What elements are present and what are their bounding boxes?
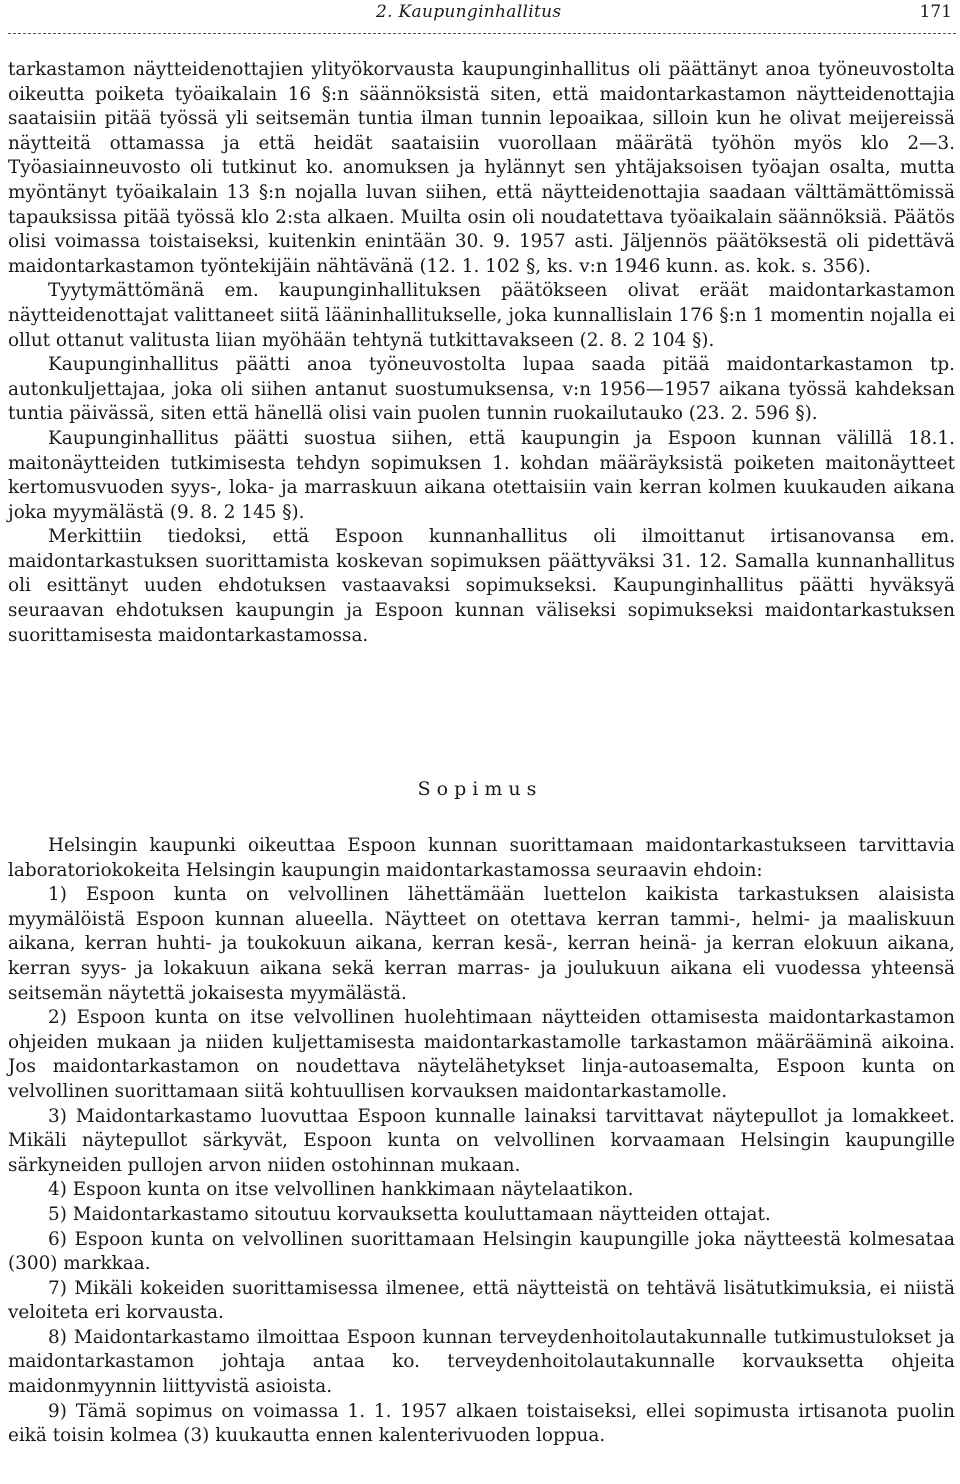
agreement-clause-3: 3) Maidontarkastamo luovuttaa Espoon kunnalle lainaksi tarvittavat näytepullot ja lomakkeet. Mikäli näytepullot särkyvät, Espoon kunta on velvollinen korvaamaan Helsingin kaupungille särkyneiden pullojen arvon niiden ostohinnan mukaan. <box>8 1105 955 1176</box>
agreement-clause-8: 8) Maidontarkastamo ilmoittaa Espoon kunnan terveydenhoitolautakunnalle tutkimustulokset ja maidontarkastamon johtaja antaa ko. terveydenhoitolautakunnalle korvauksetta ohjeita maidonmyynnin liittyvistä asioista. <box>8 1326 955 1398</box>
agreement-clause-2: 2) Espoon kunta on itse velvollinen huolehtimaan näytteiden ottamisesta maidontarkastamon ohjeiden mukaan ja niiden kuljettamisesta maidontarkastamolle tarkastamon määrääminä aikoina. Jos maidontarkastamon on noudettava näytelähetykset linja-autoasemalta, Espoon kunta on velvollinen suorittamaan siitä kohtuullisen korvauksen maidontarkastamolle. <box>8 1007 955 1102</box>
agreement-clause-6: 6) Espoon kunta on velvollinen suorittamaan Helsingin kaupungille joka näytteestä kolmesataa (300) markkaa. <box>8 1228 955 1275</box>
agreement-clause-4: 4) Espoon kunta on itse velvollinen hankkimaan näytelaatikon. <box>48 1179 634 1201</box>
agreement-intro: Helsingin kaupunki oikeuttaa Espoon kunnan suorittamaan maidontarkastukseen tarvittavia laboratoriokokeita Helsingin kaupungin maidontarkastamossa seuraavin ehdoin: <box>8 835 955 881</box>
paragraph-driver-hours: Kaupunginhallitus päätti anoa työneuvostolta lupaa saada pitää maidontarkastamon tp. autonkuljettajaa, joka oli siihen antanut suostumuksensa, v:n 1956—1957 aikana työssä kahdeksan tuntia päivässä, siten että hänellä olisi vain puolen tunnin ruokailutauko (23. 2. 596 §). <box>8 354 955 425</box>
header-rule <box>8 33 956 34</box>
agreement-clause-7: 7) Mikäli kokeiden suorittamisessa ilmenee, että näytteistä on tehtävä lisätutkimuksia, ei niistä veloiteta eri korvausta. <box>8 1277 955 1324</box>
agreement-clause-1: 1) Espoon kunta on velvollinen lähettämään luettelon kaikista tarkastuksen alaisista myymälöistä Espoon kunnan alueella. Näytteet on otettava kerran tammi-, helmi- ja maaliskuun aikana, kerran huhti- ja toukokuun aikana, kerran kesä-, kerran heinä- ja kerran elokuun aikana, kerran syys- ja lokakuun aikana sekä kerran marras- ja joulukuun aikana eli vuodessa yhteensä seitsemän näytettä jokaisesta myymälästä. <box>8 884 955 1004</box>
agreement-clause-5: 5) Maidontarkastamo sitoutuu korvauksetta kouluttamaan näytteiden ottajat. <box>48 1203 771 1225</box>
paragraph-lab-overtime: tarkastamon näytteidenottajien ylityökorvausta kaupunginhallitus oli päättänyt anoa työneuvostolta oikeutta poiketa työaikalain 16 §:n säännöksistä siten, että maidontarkastamon näytteidenottajia saataisiin pitää työssä yli seitsemän tuntia ilman tunnin lepoaikaa, silloin kun he olivat meijereissä näytteitä ottamassa ja että heidät saataisiin vuorollaan määrätä työhön myös klo 2—3. Työasiainneuvosto oli tutkinut ko. anomuksen ja hylännyt sen yhtäjaksoisen työajan osalta, mutta myöntänyt työaikalain 13 §:n nojalla luvan siihen, että näytteidenottajia saadaan välttämättömissä tapauksissa pitää työssä klo 2:sta alkaen. Muilta osin oli noudatettava työaikalain säännöksiä. Päätös olisi voimassa toistaiseksi, kuitenkin enintään 30. 9. 1957 asti. Jäljennös päätöksestä oli pidettävä maidontarkastamon työntekijäin nähtävänä (12. 1. 102 §, ks. v:n 1946 kunn. as. kok. s. 356). <box>8 59 955 277</box>
page-number: 171 <box>919 2 952 22</box>
agreement-heading: Sopimus <box>417 778 543 800</box>
page-header <box>0 0 960 30</box>
paragraph-sampling-exception: Kaupunginhallitus päätti suostua siihen, että kaupungin ja Espoon kunnan välillä 18.1. maitonäytteiden tutkimisesta tehdyn sopimuksen 1. kohdan määräyksistä poiketen maitonäytteet kertomusvuoden syys-, loka- ja marraskuun aikana otettaisiin vain kerran kolmen kuukauden aikana joka myymälästä (9. 8. 2 145 §). <box>8 427 955 523</box>
agreement-body <box>8 834 955 1449</box>
paragraph-appeal: Tyytymättömänä em. kaupunginhallituksen päätökseen olivat eräät maidontarkastamon näytteidenottajat valittaneet siitä lääninhallitukselle, joka kunnallislain 176 §:n 1 momentin nojalla ei ollut ottanut valitusta liian myöhään tehtynä tutkittavakseen (2. 8. 2 104 §). <box>8 280 955 351</box>
running-section-title: 2. Kaupunginhallitus <box>376 2 562 22</box>
paragraph-espoo-termination: Merkittiin tiedoksi, että Espoon kunnanhallitus oli ilmoittanut irtisanovansa em. maidontarkastuksen suorittamista koskevan sopimuksen päättyväksi 31. 12. Samalla kunnanhallitus oli esittänyt uuden ehdotuksen vastaavaksi sopimukseksi. Kaupunginhallitus päätti hyväksyä seuraavan ehdotuksen kaupungin ja Espoon kunnan väliseksi sopimukseksi maidontarkastuksen suorittamisesta maidontarkastamossa. <box>8 526 955 646</box>
agreement-clause-9: 9) Tämä sopimus on voimassa 1. 1. 1957 alkaen toistaiseksi, ellei sopimusta irtisanota puolin eikä toisin kolmea (3) kuukautta ennen kalenterivuoden loppua. <box>8 1400 955 1447</box>
minutes-section <box>8 58 955 648</box>
